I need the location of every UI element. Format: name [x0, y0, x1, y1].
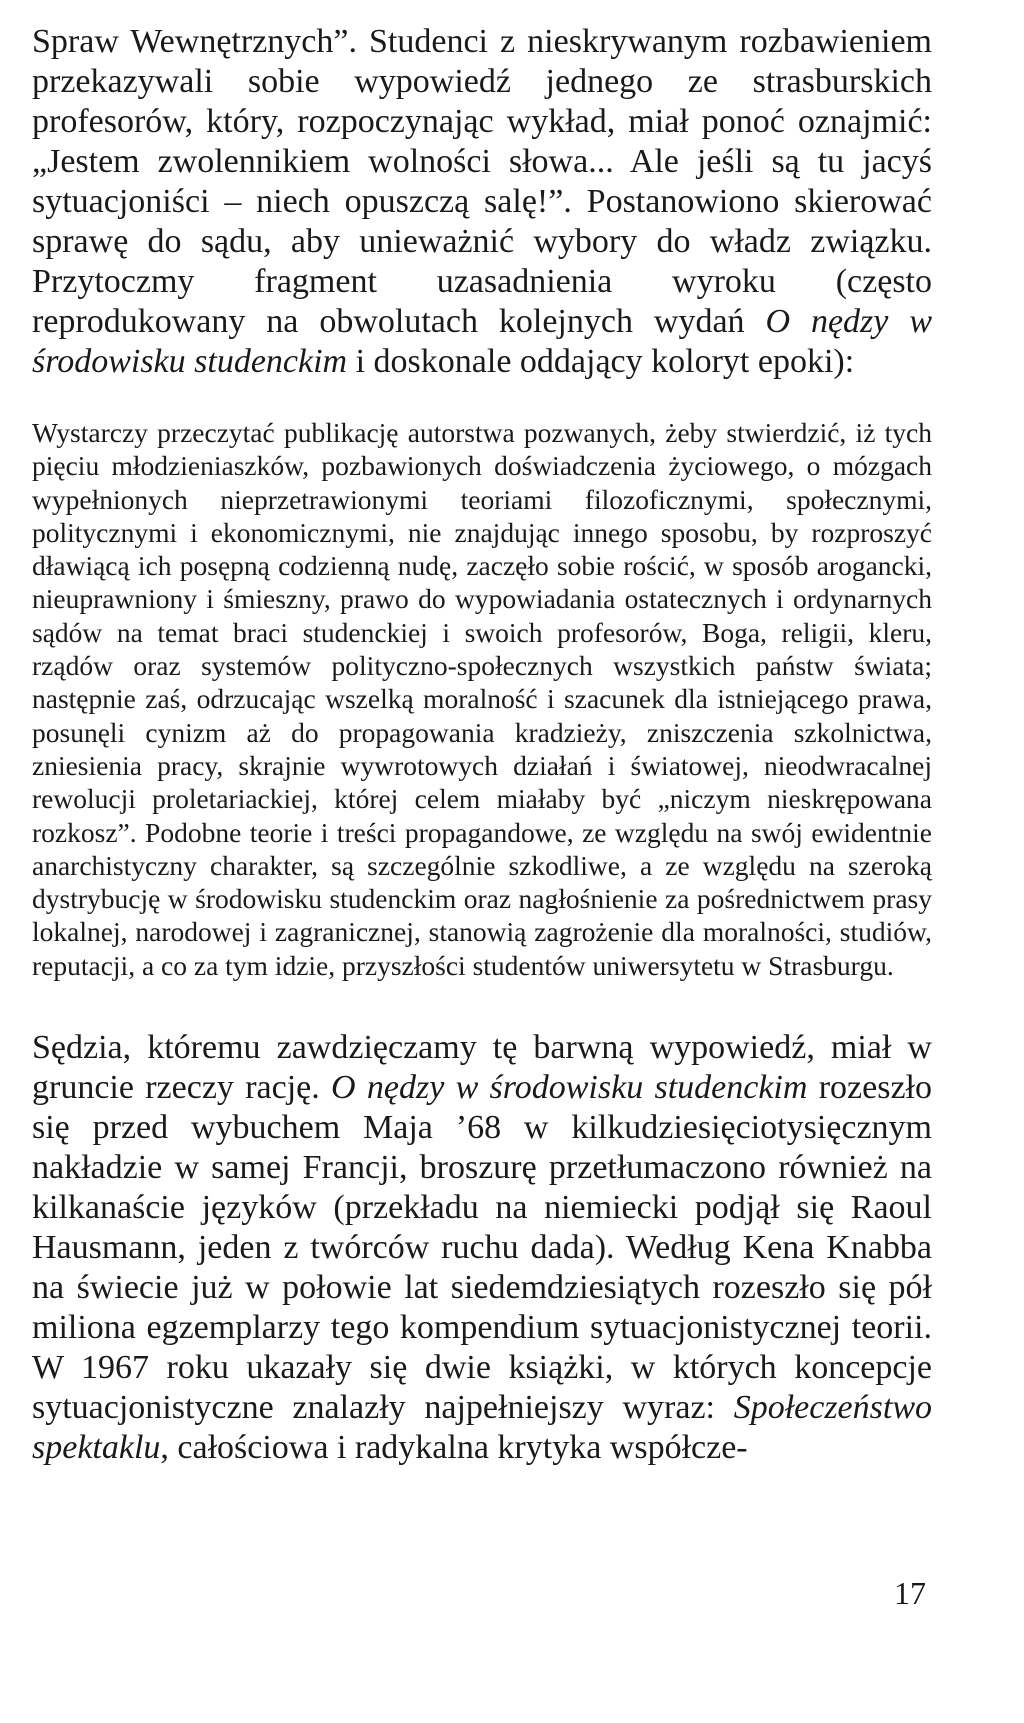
paragraph-text: rozeszło się przed wybuchem Maja ’68 w kilkudziesięciotysięcznym nakładzie w samej Francji, broszurę przetłumaczono również na kilkanaście języków (przekładu na niemiecki podjął się Raoul Hausmann, jeden z twórców ruchu dada). Według Kena Knabba na świecie już w połowie lat siedemdziesiątych rozeszło się pół miliona egzemplarzy tego kompendium sytuacjonistycznej teorii. W 1967 roku ukazały się dwie książki, w których koncepcje sytuacjonistyczne znalazły najpełniejszy wyraz:: [32, 1069, 932, 1427]
paragraph-text: , całościowa i radykalna krytyka współcze-: [160, 1429, 748, 1467]
book-title: O nędzy w środowisku studenckim: [32, 303, 932, 380]
book-title: O nędzy w środowisku studenckim: [331, 1069, 808, 1107]
body-paragraph-2: [32, 1028, 932, 1468]
book-title: Społeczeństwo spektaklu: [32, 1389, 932, 1467]
block-quote: Wystarczy przeczytać publikację autorstwa pozwanych, żeby stwierdzić, iż tych pięciu młodzieniaszków, pozbawionych doświadczenia życiowego, o mózgach wypełnionych nieprzetrawionymi teoriami filozoficznymi, społecznymi, politycznymi i ekonomicznymi, nie znajdując innego sposobu, by rozproszyć dławiącą ich posępną codzienną nudę, zaczęło sobie rościć, w sposób arogancki, nieuprawniony i śmieszny, prawo do wypowiadania ostatecznych i ordynarnych sądów na temat braci studenckiej i swoich profesorów, Boga, religii, kleru, rządów oraz systemów polityczno-społecznych wszystkich państw świata; następnie zaś, odrzucając wszelką moralność i szacunek dla istniejącego prawa, posunęli cynizm aż do propagowania kradzieży, zniszczenia szkolnictwa, zniesienia pracy, skrajnie wywrotowych działań i światowej, nieodwracalnej rewolucji proletariackiej, której celem miałaby być „niczym nieskrępowana rozkosz”. Podobne teorie i treści propagandowe, ze względu na swój ewidentnie anarchistyczny charakter, są szczególnie szkodliwe, a ze względu na szeroką dystrybucję w środowisku studenckim oraz nagłośnienie za pośrednictwem prasy lokalnej, narodowej i zagranicznej, stanowią zagrożenie dla moralności, studiów, reputacji, a co za tym idzie, przyszłości studentów uniwersytetu w Strasburgu.: [32, 417, 932, 981]
body-paragraph-1: [32, 22, 932, 382]
paragraph-text: Spraw Wewnętrznych”. Studenci z nieskrywanym rozbawieniem przekazywali sobie wypowiedź jednego ze strasburskich profesorów, który, rozpoczynając wykład, miał ponoć oznajmić: „Jestem zwolennikiem wolności słowa... Ale jeśli są tu jacyś sytuacjoniści – niech opuszczą salę!”. Postanowiono skierować sprawę do sądu, aby unieważnić wybory do władz związku. Przytoczmy fragment uzasadnienia wyroku (często reprodukowany na obwolutach kolejnych wydań: [32, 23, 932, 340]
paragraph-text: Sędzia, któremu zawdzięczamy tę barwną wypowiedź, miał w gruncie rzeczy rację.: [32, 1029, 932, 1107]
book-page: [32, 22, 932, 1468]
paragraph-text: i doskonale oddający koloryt epoki):: [347, 343, 855, 380]
page-number: 17: [894, 1575, 926, 1611]
